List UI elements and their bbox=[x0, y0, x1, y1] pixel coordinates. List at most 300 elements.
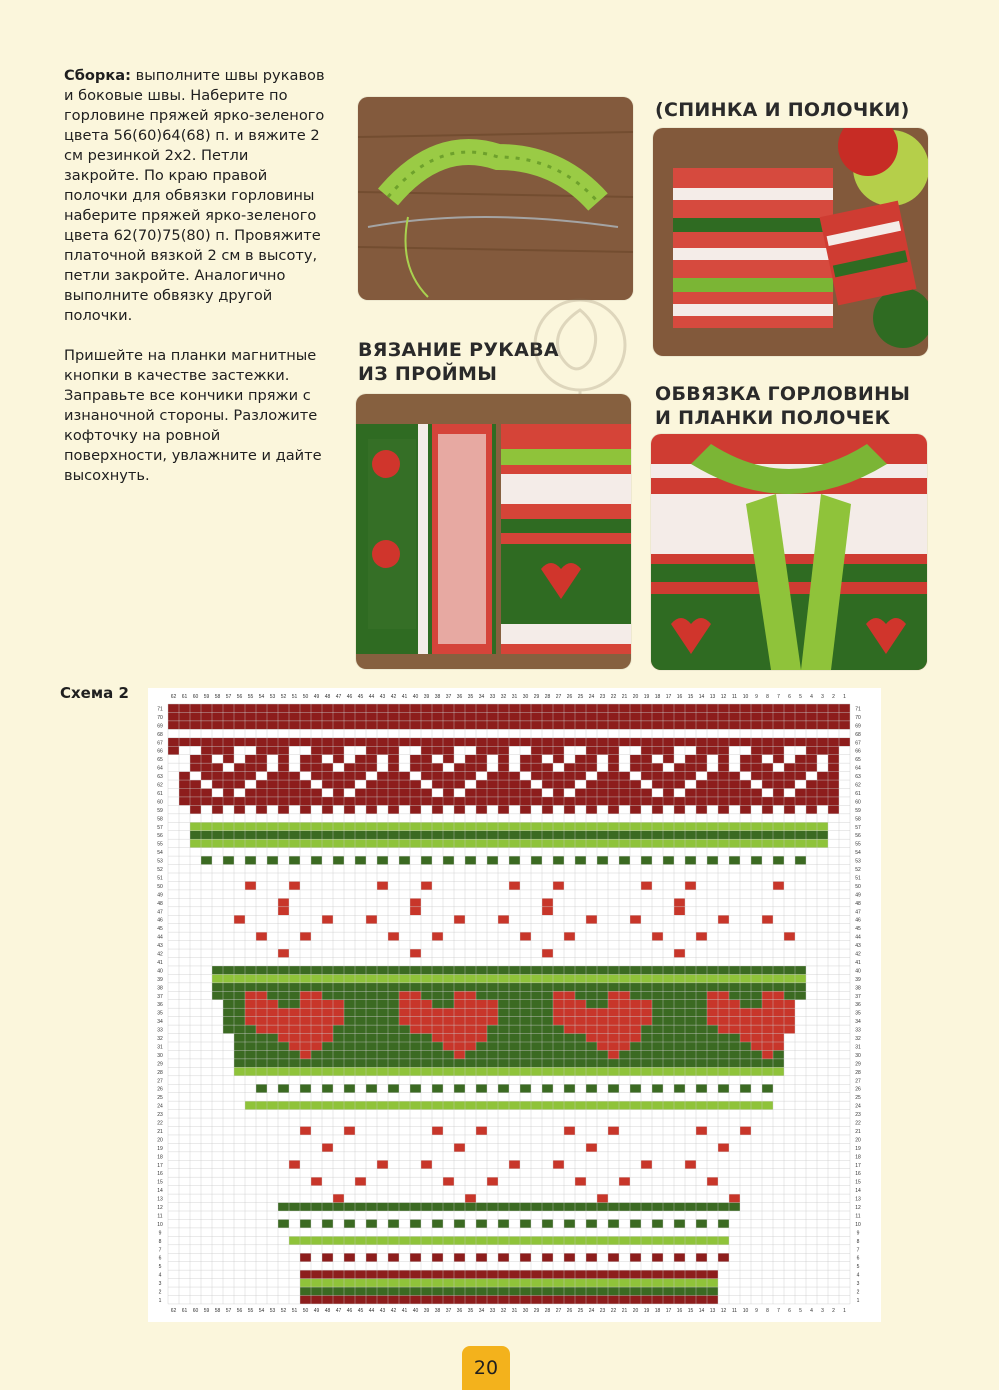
chart-stitch bbox=[366, 1067, 377, 1075]
chart-stitch bbox=[707, 966, 718, 974]
chart-stitch bbox=[377, 822, 388, 830]
chart-stitch bbox=[377, 991, 388, 999]
chart-stitch bbox=[245, 915, 256, 923]
chart-tick-label: 10 bbox=[742, 1307, 749, 1314]
chart-stitch bbox=[718, 1110, 729, 1118]
chart-stitch bbox=[487, 763, 498, 771]
chart-stitch bbox=[322, 856, 333, 864]
chart-stitch bbox=[388, 1169, 399, 1177]
chart-stitch bbox=[740, 966, 751, 974]
chart-stitch bbox=[333, 1000, 344, 1008]
chart-tick-label: 36 bbox=[855, 1002, 861, 1009]
chart-stitch bbox=[410, 966, 421, 974]
chart-stitch bbox=[454, 1042, 465, 1050]
chart-stitch bbox=[542, 746, 553, 754]
chart-stitch bbox=[322, 1270, 333, 1278]
chart-stitch bbox=[542, 1025, 553, 1033]
chart-stitch bbox=[245, 1084, 256, 1092]
chart-stitch bbox=[487, 1084, 498, 1092]
chart-stitch bbox=[322, 1110, 333, 1118]
chart-stitch bbox=[300, 1025, 311, 1033]
chart-stitch bbox=[432, 755, 443, 763]
chart-stitch bbox=[685, 1042, 696, 1050]
chart-stitch bbox=[377, 1084, 388, 1092]
chart-stitch bbox=[608, 1253, 619, 1261]
chart-stitch bbox=[707, 1203, 718, 1211]
chart-stitch bbox=[465, 712, 476, 720]
chart-stitch bbox=[542, 721, 553, 729]
chart-stitch bbox=[707, 1219, 718, 1227]
chart-stitch bbox=[366, 941, 377, 949]
chart-stitch bbox=[751, 789, 762, 797]
chart-tick-label: 62 bbox=[170, 1307, 177, 1314]
chart-stitch bbox=[223, 805, 234, 813]
chart-stitch bbox=[410, 1270, 421, 1278]
chart-stitch bbox=[322, 958, 333, 966]
chart-stitch bbox=[652, 1025, 663, 1033]
chart-tick-label: 55 bbox=[247, 694, 254, 700]
chart-stitch bbox=[597, 1110, 608, 1118]
chart-stitch bbox=[817, 822, 828, 830]
chart-stitch bbox=[729, 1169, 740, 1177]
chart-stitch bbox=[531, 1262, 542, 1270]
chart-stitch bbox=[366, 865, 377, 873]
chart-stitch bbox=[366, 755, 377, 763]
chart-stitch bbox=[355, 1059, 366, 1067]
chart-stitch bbox=[212, 763, 223, 771]
chart-stitch bbox=[443, 1262, 454, 1270]
chart-stitch bbox=[597, 958, 608, 966]
chart-stitch bbox=[509, 907, 520, 915]
chart-stitch bbox=[311, 1067, 322, 1075]
chart-stitch bbox=[388, 746, 399, 754]
chart-stitch bbox=[542, 704, 553, 712]
chart-stitch bbox=[564, 1253, 575, 1261]
chart-stitch bbox=[509, 772, 520, 780]
chart-stitch bbox=[652, 831, 663, 839]
chart-stitch bbox=[795, 941, 806, 949]
chart-stitch bbox=[344, 789, 355, 797]
chart-stitch bbox=[564, 966, 575, 974]
chart-stitch bbox=[465, 805, 476, 813]
chart-stitch bbox=[465, 1169, 476, 1177]
chart-stitch bbox=[322, 898, 333, 906]
chart-stitch bbox=[718, 1228, 729, 1236]
chart-stitch bbox=[707, 1245, 718, 1253]
chart-stitch bbox=[828, 805, 839, 813]
chart-stitch bbox=[432, 772, 443, 780]
chart-stitch bbox=[289, 898, 300, 906]
chart-stitch bbox=[806, 763, 817, 771]
chart-tick-label: 51 bbox=[157, 875, 163, 882]
chart-stitch bbox=[410, 789, 421, 797]
chart-stitch bbox=[553, 797, 564, 805]
chart-stitch bbox=[729, 1042, 740, 1050]
chart-stitch bbox=[586, 712, 597, 720]
chart-stitch bbox=[641, 1076, 652, 1084]
chart-stitch bbox=[531, 1017, 542, 1025]
chart-stitch bbox=[443, 1118, 454, 1126]
chart-stitch bbox=[641, 1050, 652, 1058]
chart-stitch bbox=[322, 1152, 333, 1160]
chart-stitch bbox=[564, 1118, 575, 1126]
chart-stitch bbox=[333, 856, 344, 864]
chart-stitch bbox=[542, 1203, 553, 1211]
chart-stitch bbox=[564, 738, 575, 746]
chart-stitch bbox=[718, 755, 729, 763]
chart-stitch bbox=[696, 1152, 707, 1160]
chart-stitch bbox=[608, 974, 619, 982]
chart-stitch bbox=[707, 704, 718, 712]
chart-stitch bbox=[531, 805, 542, 813]
chart-stitch bbox=[531, 924, 542, 932]
chart-stitch bbox=[564, 729, 575, 737]
chart-stitch bbox=[630, 1203, 641, 1211]
chart-stitch bbox=[663, 729, 674, 737]
chart-stitch bbox=[740, 1194, 751, 1202]
chart-stitch bbox=[476, 881, 487, 889]
chart-stitch bbox=[311, 848, 322, 856]
chart-stitch bbox=[212, 941, 223, 949]
chart-stitch bbox=[663, 1143, 674, 1151]
chart-tick-label: 39 bbox=[423, 1307, 430, 1314]
chart-stitch bbox=[564, 1059, 575, 1067]
chart-stitch bbox=[498, 772, 509, 780]
chart-stitch bbox=[795, 873, 806, 881]
chart-stitch bbox=[245, 881, 256, 889]
chart-stitch bbox=[630, 1279, 641, 1287]
chart-stitch bbox=[355, 856, 366, 864]
chart-stitch bbox=[575, 873, 586, 881]
chart-tick-label: 47 bbox=[855, 909, 861, 916]
chart-stitch bbox=[641, 1017, 652, 1025]
chart-stitch bbox=[421, 1253, 432, 1261]
chart-stitch bbox=[608, 1211, 619, 1219]
chart-stitch bbox=[509, 1000, 520, 1008]
chart-stitch bbox=[575, 763, 586, 771]
chart-stitch bbox=[575, 1143, 586, 1151]
chart-stitch bbox=[410, 755, 421, 763]
chart-stitch bbox=[344, 805, 355, 813]
chart-tick-label: 27 bbox=[555, 1307, 562, 1314]
chart-stitch bbox=[344, 772, 355, 780]
chart-stitch bbox=[674, 958, 685, 966]
chart-stitch bbox=[641, 1000, 652, 1008]
chart-stitch bbox=[311, 1245, 322, 1253]
chart-stitch bbox=[366, 704, 377, 712]
chart-stitch bbox=[641, 746, 652, 754]
chart-stitch bbox=[531, 890, 542, 898]
chart-stitch bbox=[410, 915, 421, 923]
chart-stitch bbox=[597, 1101, 608, 1109]
chart-stitch bbox=[652, 746, 663, 754]
chart-stitch bbox=[828, 721, 839, 729]
chart-stitch bbox=[355, 1296, 366, 1304]
chart-stitch bbox=[729, 1211, 740, 1219]
chart-stitch bbox=[674, 949, 685, 957]
chart-stitch bbox=[498, 839, 509, 847]
chart-stitch bbox=[685, 704, 696, 712]
chart-tick-label: 5 bbox=[799, 1307, 802, 1314]
chart-stitch bbox=[641, 1008, 652, 1016]
chart-stitch bbox=[300, 839, 311, 847]
chart-stitch bbox=[520, 881, 531, 889]
chart-stitch bbox=[751, 822, 762, 830]
chart-stitch bbox=[740, 1000, 751, 1008]
chart-tick-label: 67 bbox=[855, 740, 861, 747]
chart-stitch bbox=[696, 1203, 707, 1211]
chart-stitch bbox=[443, 974, 454, 982]
chart-stitch bbox=[399, 1160, 410, 1168]
chart-stitch bbox=[586, 1059, 597, 1067]
chart-stitch bbox=[344, 797, 355, 805]
chart-stitch bbox=[608, 831, 619, 839]
chart-stitch bbox=[707, 1160, 718, 1168]
chart-stitch bbox=[718, 1008, 729, 1016]
chart-stitch bbox=[520, 983, 531, 991]
chart-stitch bbox=[509, 1253, 520, 1261]
chart-stitch bbox=[619, 755, 630, 763]
chart-stitch bbox=[564, 1008, 575, 1016]
chart-stitch bbox=[487, 738, 498, 746]
chart-stitch bbox=[190, 780, 201, 788]
chart-stitch bbox=[509, 1279, 520, 1287]
chart-stitch bbox=[311, 898, 322, 906]
chart-stitch bbox=[278, 1034, 289, 1042]
chart-stitch bbox=[509, 974, 520, 982]
chart-stitch bbox=[696, 1000, 707, 1008]
chart-stitch bbox=[410, 1067, 421, 1075]
chart-stitch bbox=[410, 1000, 421, 1008]
chart-stitch bbox=[201, 848, 212, 856]
chart-stitch bbox=[751, 746, 762, 754]
chart-stitch bbox=[388, 1262, 399, 1270]
chart-stitch bbox=[663, 1177, 674, 1185]
chart-stitch bbox=[685, 839, 696, 847]
chart-tick-label: 10 bbox=[157, 1221, 163, 1228]
chart-stitch bbox=[542, 1127, 553, 1135]
chart-stitch bbox=[322, 712, 333, 720]
chart-stitch bbox=[520, 1084, 531, 1092]
chart-stitch bbox=[344, 738, 355, 746]
chart-stitch bbox=[256, 839, 267, 847]
chart-stitch bbox=[212, 974, 223, 982]
chart-stitch bbox=[267, 1194, 278, 1202]
chart-stitch bbox=[685, 1076, 696, 1084]
chart-stitch bbox=[641, 915, 652, 923]
chart-stitch bbox=[696, 789, 707, 797]
chart-stitch bbox=[333, 1076, 344, 1084]
chart-tick-label: 14 bbox=[855, 1188, 861, 1195]
chart-stitch bbox=[542, 814, 553, 822]
chart-stitch bbox=[300, 1067, 311, 1075]
chart-stitch bbox=[619, 966, 630, 974]
chart-stitch bbox=[762, 822, 773, 830]
chart-stitch bbox=[322, 1034, 333, 1042]
chart-stitch bbox=[465, 729, 476, 737]
chart-stitch bbox=[641, 1101, 652, 1109]
chart-stitch bbox=[498, 1118, 509, 1126]
chart-stitch bbox=[443, 1279, 454, 1287]
chart-stitch bbox=[531, 1287, 542, 1295]
chart-stitch bbox=[421, 915, 432, 923]
chart-stitch bbox=[817, 704, 828, 712]
chart-stitch bbox=[487, 1135, 498, 1143]
chart-tick-label: 62 bbox=[157, 782, 163, 789]
chart-stitch bbox=[641, 1152, 652, 1160]
chart-stitch bbox=[465, 1279, 476, 1287]
chart-stitch bbox=[608, 1279, 619, 1287]
chart-stitch bbox=[454, 1160, 465, 1168]
chart-stitch bbox=[366, 1253, 377, 1261]
chart-stitch bbox=[355, 822, 366, 830]
chart-stitch bbox=[652, 1152, 663, 1160]
chart-stitch bbox=[520, 1025, 531, 1033]
chart-stitch bbox=[432, 1110, 443, 1118]
chart-stitch bbox=[476, 958, 487, 966]
chart-stitch bbox=[520, 1135, 531, 1143]
chart-stitch bbox=[553, 1067, 564, 1075]
chart-stitch bbox=[289, 856, 300, 864]
chart-stitch bbox=[454, 704, 465, 712]
chart-stitch bbox=[300, 1034, 311, 1042]
chart-stitch bbox=[575, 848, 586, 856]
chart-stitch bbox=[674, 1143, 685, 1151]
chart-stitch bbox=[828, 789, 839, 797]
chart-stitch bbox=[267, 1186, 278, 1194]
chart-stitch bbox=[399, 797, 410, 805]
chart-stitch bbox=[630, 949, 641, 957]
photo-back-fronts bbox=[653, 128, 928, 356]
chart-stitch bbox=[674, 1127, 685, 1135]
chart-stitch bbox=[256, 1110, 267, 1118]
chart-stitch bbox=[586, 983, 597, 991]
chart-stitch bbox=[509, 1008, 520, 1016]
chart-stitch bbox=[245, 958, 256, 966]
chart-stitch bbox=[476, 856, 487, 864]
chart-stitch bbox=[300, 1160, 311, 1168]
chart-stitch bbox=[685, 1186, 696, 1194]
chart-stitch bbox=[344, 1135, 355, 1143]
chart-stitch bbox=[751, 1025, 762, 1033]
chart-tick-label: 32 bbox=[855, 1036, 861, 1042]
chart-stitch bbox=[586, 1042, 597, 1050]
chart-stitch bbox=[674, 848, 685, 856]
chart-stitch bbox=[300, 1194, 311, 1202]
chart-stitch bbox=[476, 924, 487, 932]
chart-stitch bbox=[410, 1017, 421, 1025]
chart-stitch bbox=[432, 1084, 443, 1092]
chart-stitch bbox=[597, 873, 608, 881]
chart-stitch bbox=[696, 915, 707, 923]
chart-stitch bbox=[619, 1101, 630, 1109]
chart-stitch bbox=[542, 873, 553, 881]
chart-stitch bbox=[333, 991, 344, 999]
chart-stitch bbox=[465, 1203, 476, 1211]
chart-stitch bbox=[454, 1228, 465, 1236]
chart-stitch bbox=[256, 958, 267, 966]
chart-stitch bbox=[454, 1296, 465, 1304]
chart-stitch bbox=[718, 1186, 729, 1194]
chart-stitch bbox=[641, 865, 652, 873]
chart-stitch bbox=[784, 915, 795, 923]
chart-stitch bbox=[652, 805, 663, 813]
chart-stitch bbox=[443, 712, 454, 720]
chart-stitch bbox=[476, 873, 487, 881]
chart-stitch bbox=[663, 1270, 674, 1278]
chart-tick-label: 67 bbox=[157, 740, 163, 747]
chart-stitch bbox=[652, 890, 663, 898]
chart-stitch bbox=[663, 1118, 674, 1126]
chart-stitch bbox=[762, 907, 773, 915]
chart-stitch bbox=[542, 898, 553, 906]
chart-stitch bbox=[795, 974, 806, 982]
chart-stitch bbox=[619, 704, 630, 712]
chart-stitch bbox=[652, 729, 663, 737]
chart-stitch bbox=[289, 915, 300, 923]
chart-stitch bbox=[553, 856, 564, 864]
chart-stitch bbox=[586, 1194, 597, 1202]
chart-stitch bbox=[278, 831, 289, 839]
chart-stitch bbox=[542, 966, 553, 974]
chart-stitch bbox=[520, 1143, 531, 1151]
chart-stitch bbox=[619, 890, 630, 898]
chart-stitch bbox=[179, 789, 190, 797]
chart-stitch bbox=[421, 907, 432, 915]
chart-tick-label: 32 bbox=[500, 694, 507, 700]
chart-stitch bbox=[586, 1177, 597, 1185]
chart-stitch bbox=[751, 1076, 762, 1084]
chart-stitch bbox=[674, 721, 685, 729]
chart-stitch bbox=[509, 1127, 520, 1135]
chart-stitch bbox=[465, 1101, 476, 1109]
chart-stitch bbox=[740, 789, 751, 797]
chart-stitch bbox=[498, 1203, 509, 1211]
chart-stitch bbox=[597, 721, 608, 729]
chart-stitch bbox=[410, 924, 421, 932]
chart-tick-label: 19 bbox=[157, 1145, 163, 1152]
chart-stitch bbox=[432, 873, 443, 881]
chart-stitch bbox=[762, 1000, 773, 1008]
chart-stitch bbox=[597, 932, 608, 940]
chart-stitch bbox=[751, 1110, 762, 1118]
chart-stitch bbox=[597, 1050, 608, 1058]
chart-stitch bbox=[333, 915, 344, 923]
chart-stitch bbox=[498, 924, 509, 932]
chart-stitch bbox=[520, 755, 531, 763]
chart-stitch bbox=[377, 1101, 388, 1109]
chart-stitch bbox=[322, 1017, 333, 1025]
chart-stitch bbox=[663, 1008, 674, 1016]
chart-stitch bbox=[586, 789, 597, 797]
chart-stitch bbox=[498, 1152, 509, 1160]
chart-stitch bbox=[652, 704, 663, 712]
chart-stitch bbox=[597, 805, 608, 813]
chart-tick-label: 50 bbox=[302, 694, 309, 700]
chart-stitch bbox=[399, 831, 410, 839]
chart-stitch bbox=[377, 1127, 388, 1135]
chart-stitch bbox=[619, 991, 630, 999]
chart-stitch bbox=[509, 898, 520, 906]
chart-stitch bbox=[718, 1219, 729, 1227]
chart-stitch bbox=[498, 1110, 509, 1118]
chart-stitch bbox=[696, 763, 707, 771]
chart-stitch bbox=[267, 780, 278, 788]
chart-stitch bbox=[718, 941, 729, 949]
chart-stitch bbox=[234, 924, 245, 932]
chart-stitch bbox=[454, 1270, 465, 1278]
chart-stitch bbox=[597, 755, 608, 763]
